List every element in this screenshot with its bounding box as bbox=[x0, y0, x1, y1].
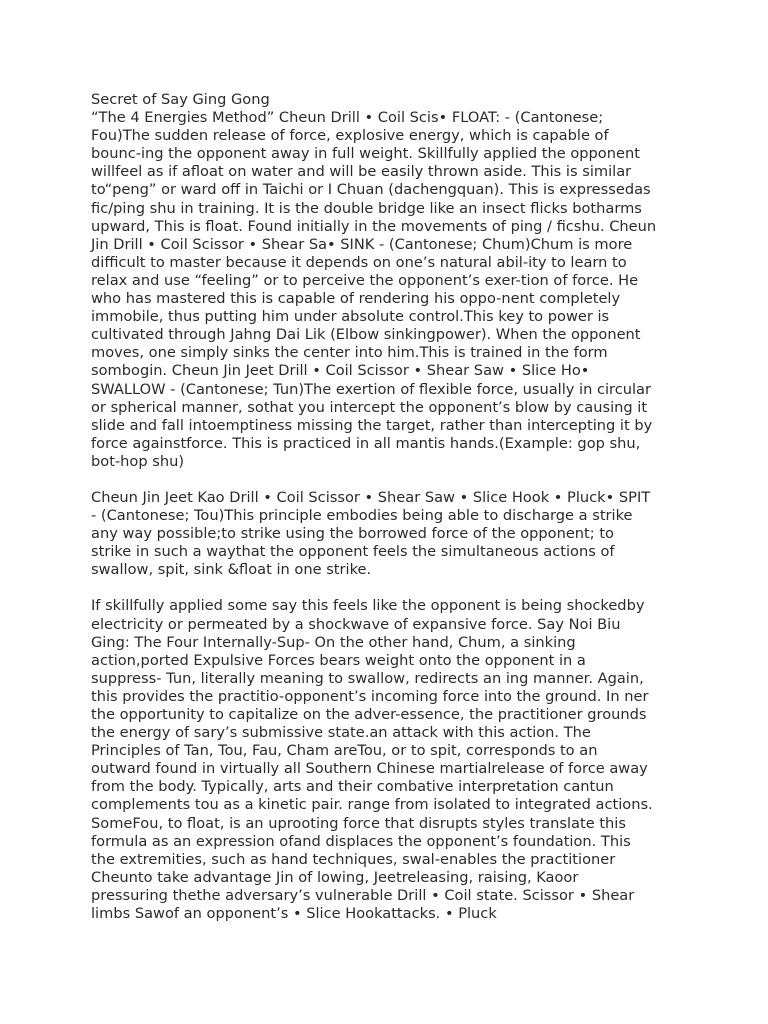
paragraph-spit: Cheun Jin Jeet Kao Drill • Coil Scissor • Shear Saw • Slice Hook • Pluck• SPIT - (Cantonese; Tou)This principle embodies being able to discharge a strike any way possible;to strike using the borrowed force of the opponent; to strike in such a waythat the opponent feels the simultaneous actions of swallow, spit, sink &float in one strike. bbox=[91, 488, 651, 579]
paragraph-four-forces: If skillfully applied some say this feels like the opponent is being shockedby electricity or permeated by a shockwave of expansive force. Say Noi Biu Ging: The Four Internally-Sup- On the other hand, Chum, a sinking action,ported Expulsive Forces bears weight onto the opponent in a suppress- Tun, literally meaning to swallow, redirects an ing manner. Again, this provides the practitio-opponent’s incoming force into the ground. In ner the opportunity to capitalize on the adver-essence, the practitioner grounds the energy of sary’s submissive state.an attack with this action. The Principles of Tan, Tou, Fau, Cham areTou, or to spit, corresponds to an outward found in virtually all Southern Chinese martialrelease of force away from the body. Typically, arts and their combative interpretation cantun complements tou as a kinetic pair. range from isolated to integrated actions. SomeFou, to float, is an uprooting force that disrupts styles translate this formula as an expression ofand displaces the opponent’s foundation. This the extremities, such as hand techniques, swal-enables the practitioner Cheunto take advantage Jin of lowing, Jeetreleasing, raising, Kaoor pressuring thethe adversary’s vulnerable Drill • Coil state. Scissor • Shear limbs Sawof an opponent’s • Slice Hookattacks. • Pluck bbox=[91, 597, 653, 923]
document-title: Secret of Say Ging Gong bbox=[91, 91, 270, 108]
document-page bbox=[91, 91, 681, 923]
paragraph-gap bbox=[91, 471, 681, 489]
paragraph-float-sink-swallow: “The 4 Energies Method” Cheun Drill • Coil Scis• FLOAT: - (Cantonese; Fou)The sudden release of force, explosive energy, which is capable of bounc-ing the opponent away in full weight. Skillfully applied the opponent willfeel as if afloat on water and will be easily thrown aside. This is similar to“peng” or ward off in Taichi or I Chuan (dachengquan). This is expressedas fic/ping shu in training. It is the double bridge like an insect flicks botharms upward, This is float. Found initially in the movements of ping / ficshu. Cheun Jin Drill • Coil Scissor • Shear Sa• SINK - (Cantonese; Chum)Chum is more difficult to master because it depends on one’s natural abil-ity to learn to relax and use “feeling” or to perceive the opponent’s exer-tion of force. He who has mastered this is capable of rendering his oppo-nent completely immobile, thus putting him under absolute control.This key to power is cultivated through Jahng Dai Lik (Elbow sinkingpower). When the opponent moves, one simply sinks the center into him.This is trained in the form sombogin. Cheun Jin Jeet Drill • Coil Scissor • Shear Saw • Slice Ho• SWALLOW - (Cantonese; Tun)The exertion of flexible force, usually in circular or spherical manner, sothat you intercept the opponent’s blow by causing it slide and fall intoemptiness missing the target, rather than intercepting it by force againstforce. This is practiced in all mantis hands.(Example: gop shu, bot-hop shu) bbox=[91, 109, 657, 470]
paragraph-gap bbox=[91, 579, 681, 597]
